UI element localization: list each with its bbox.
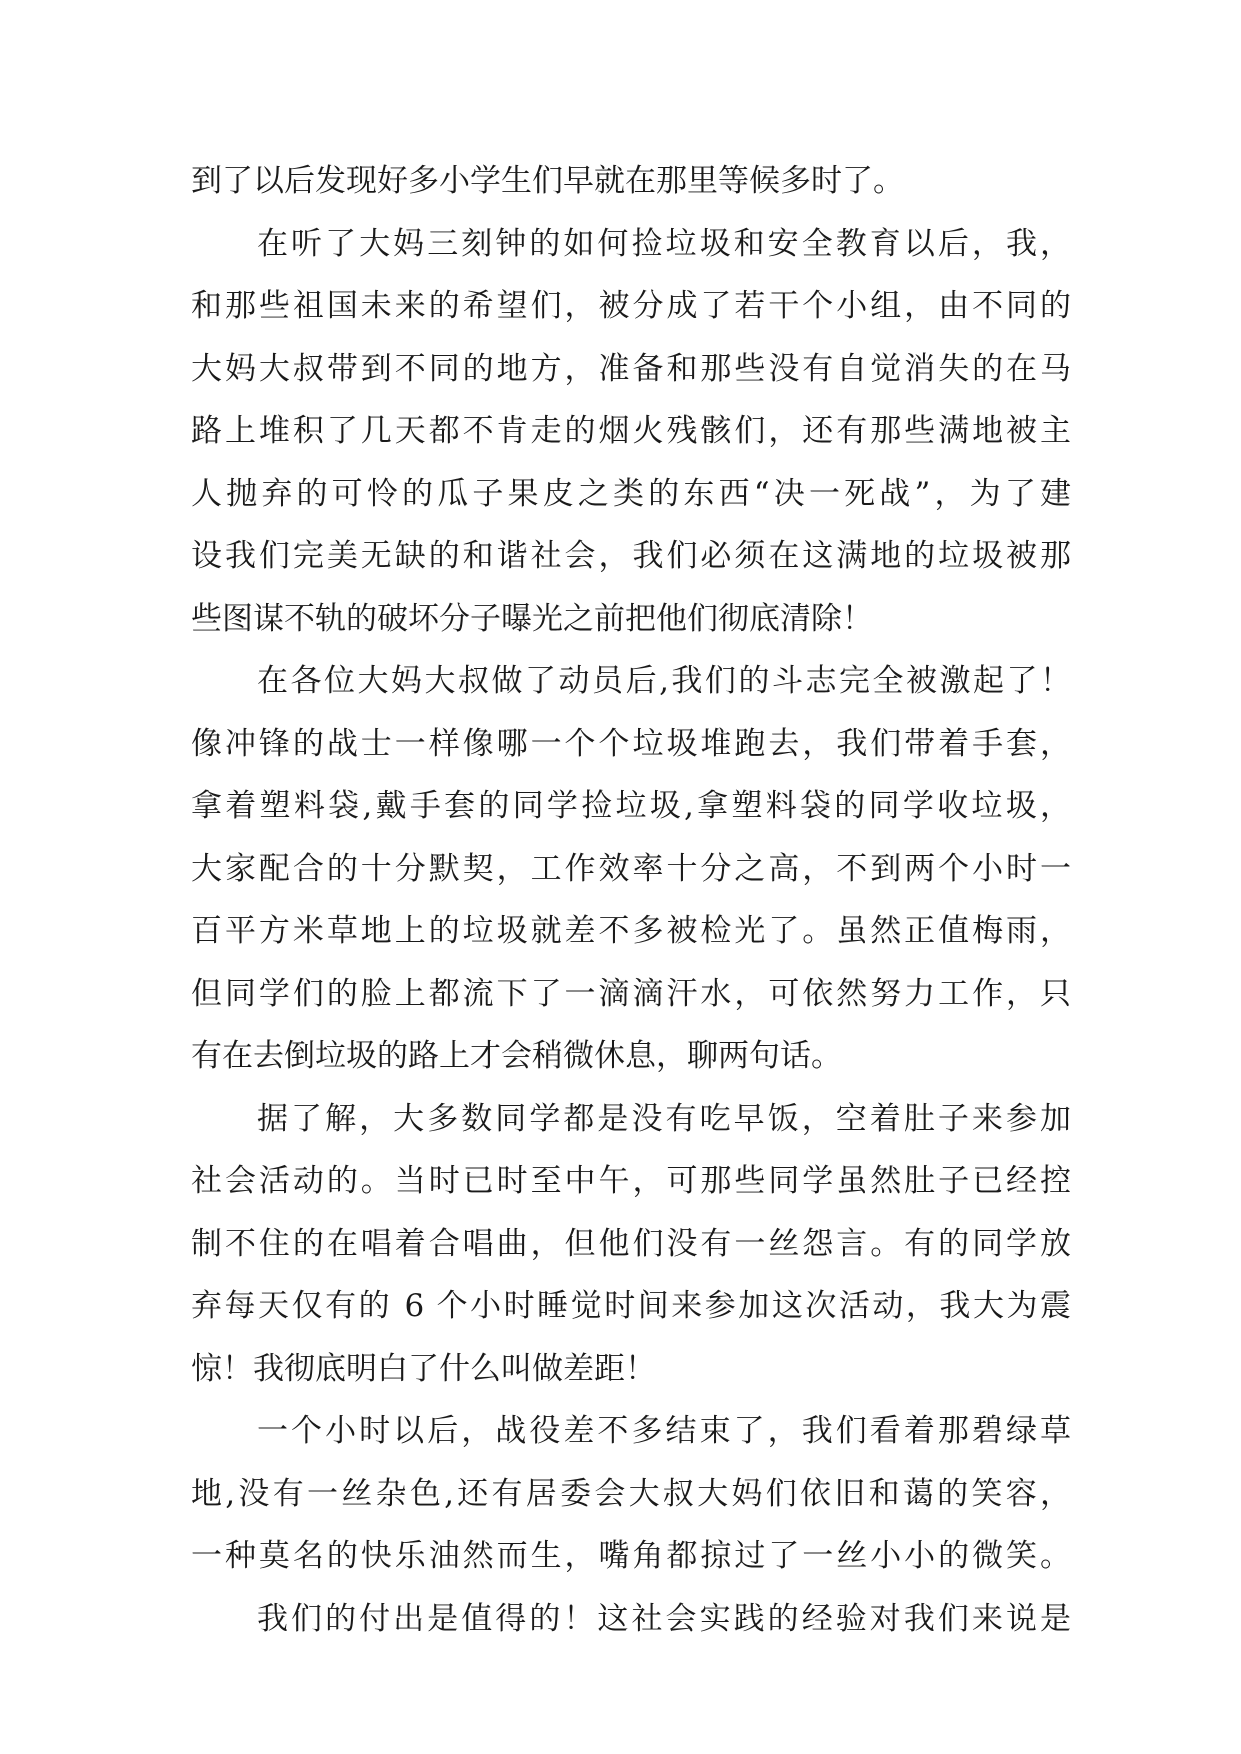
text-line: 拿着塑料袋,戴手套的同学捡垃圾,拿塑料袋的同学收垃圾， xyxy=(191,788,1071,824)
text-line: 制不住的在唱着合唱曲，但他们没有一丝怨言。有的同学放 xyxy=(191,1225,1071,1262)
paragraph-first-line: 我们的付出是值得的！这社会实践的经验对我们来说是 xyxy=(257,1600,1071,1637)
text-line: 惊！我彻底明白了什么叫做差距！ xyxy=(191,1350,656,1387)
text-line: 弃每天仅有的 6 个小时睡觉时间来参加这次活动，我大为震 xyxy=(191,1288,1071,1324)
text-line: 和那些祖国未来的希望们，被分成了若干个小组，由不同的 xyxy=(191,288,1071,324)
paragraph-first-line: 一个小时以后，战役差不多结束了，我们看着那碧绿草 xyxy=(257,1413,1071,1449)
text-line: 有在去倒垃圾的路上才会稍微休息，聊两句话。 xyxy=(191,1038,842,1074)
text-line: 地,没有一丝杂色,还有居委会大叔大妈们依旧和蔼的笑容， xyxy=(191,1475,1071,1512)
text-line: 像冲锋的战士一样像哪一个个垃圾堆跑去，我们带着手套， xyxy=(191,725,1071,762)
paragraph-first-line: 据了解，大多数同学都是没有吃早饭，空着肚子来参加 xyxy=(257,1100,1071,1137)
text-line: 人抛弃的可怜的瓜子果皮之类的东西“决一死战”，为了建 xyxy=(191,475,1071,512)
text-line: 大妈大叔带到不同的地方，准备和那些没有自觉消失的在马 xyxy=(191,350,1071,387)
paragraph-first-line: 在各位大妈大叔做了动员后,我们的斗志完全被激起了！ xyxy=(257,663,1071,699)
text-line: 大家配合的十分默契，工作效率十分之高，不到两个小时一 xyxy=(191,850,1071,887)
text-line: 到了以后发现好多小学生们早就在那里等候多时了。 xyxy=(191,163,904,199)
text-line: 路上堆积了几天都不肯走的烟火残骸们，还有那些满地被主 xyxy=(191,413,1071,449)
text-line: 设我们完美无缺的和谐社会，我们必须在这满地的垃圾被那 xyxy=(191,538,1071,574)
text-line: 一种莫名的快乐油然而生，嘴角都掠过了一丝小小的微笑。 xyxy=(191,1538,1071,1574)
text-line: 但同学们的脸上都流下了一滴滴汗水，可依然努力工作，只 xyxy=(191,975,1071,1012)
text-line: 社会活动的。当时已时至中午，可那些同学虽然肚子已经控 xyxy=(191,1163,1071,1199)
text-line: 百平方米草地上的垃圾就差不多被检光了。虽然正值梅雨， xyxy=(191,913,1071,949)
paragraph-first-line: 在听了大妈三刻钟的如何捡垃圾和安全教育以后，我， xyxy=(257,225,1071,262)
body-text xyxy=(191,150,1071,1650)
text-line: 些图谋不轨的破坏分子曝光之前把他们彻底清除！ xyxy=(191,600,873,637)
